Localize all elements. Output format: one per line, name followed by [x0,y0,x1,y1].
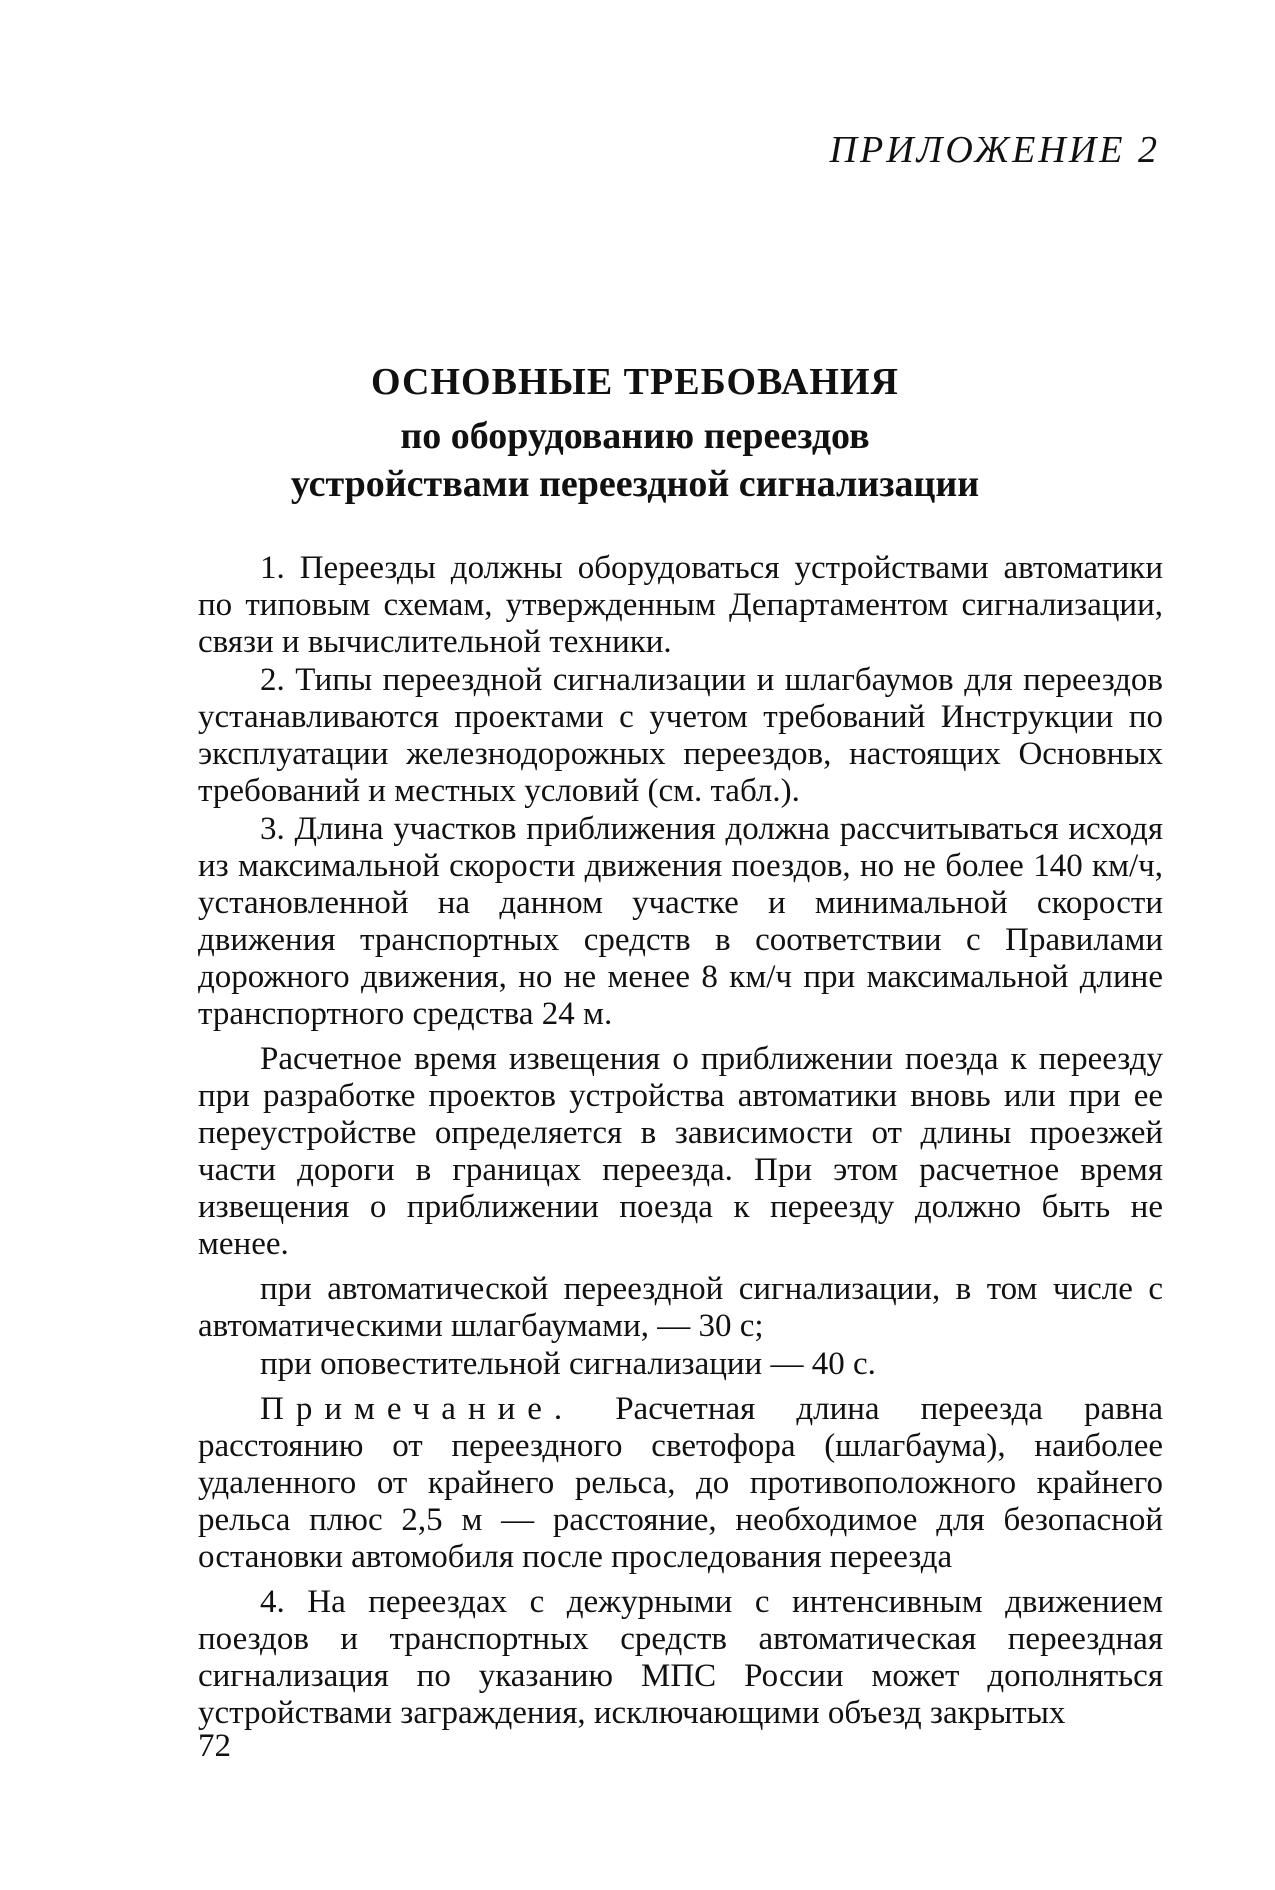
paragraph-warning-signaling: при оповестительной сигнализации — 40 с. [260,1346,876,1382]
title-subtitle-line-1: по оборудованию переездов [400,415,870,457]
paragraph-notification-time: Расчетное время извещения о приближении поезда к переезду при разработке проектов устройства автоматики вновь или при ее переустройстве определяется в зависимости от длины проезжей части дороги в границах переезда. При этом расчетное время извещения о приближении поезда к переезду должно быть не менее. [198,1041,1163,1262]
body-text [198,550,1163,1733]
document-title [195,358,1075,508]
paragraph-4: 4. На переездах с дежурными с интенсивным движением поездов и транспортных средств автоматическая переездная сигнализация по указанию МПС России может дополняться устройствами заграждения, исключающими объезд закрытых [198,1584,1163,1731]
title-main: ОСНОВНЫЕ ТРЕБОВАНИЯ [371,361,899,403]
note-label: Примечание. [260,1391,575,1427]
paragraph-automatic-signaling: при автоматической переездной сигнализации, в том числе с автоматическими шлагбаумами, — 30 с; [198,1271,1163,1344]
page-number: 72 [198,1728,231,1764]
paragraph-3: 3. Длина участков приближения должна рассчитываться исходя из максимальной скорости движения поездов, но не более 140 км/ч, установленной на данном участке и минимальной скорости движения транспортных средств в соответствии с Правилами дорожного движения, но не менее 8 км/ч при максимальной длине транспортного средства 24 м. [198,811,1163,1032]
paragraph-1: 1. Переезды должны оборудоваться устройствами автоматики по типовым схемам, утвержденным Департаментом сигнализации, связи и вычислительной техники. [198,550,1163,660]
paragraph-2: 2. Типы переездной сигнализации и шлагбаумов для переездов устанавливаются проектами с учетом требований Инструкции по эксплуатации железнодорожных переездов, настоящих Основных требований и местных условий (см. табл.). [198,662,1163,809]
title-subtitle-line-2: устройствами переездной сигнализации [290,463,980,505]
appendix-label: ПРИЛОЖЕНИЕ 2 [829,129,1160,171]
note-paragraph [198,1391,1163,1576]
note-text: Расчетная длина переезда равна расстоянию от переездного светофора (шлагбаума), наиболее удаленного от крайнего рельса, до противоположного крайнего рельса плюс 2,5 м — расстояние, необходимое для безопасной остановки автомобиля после проследования переезда [198,1391,1164,1575]
